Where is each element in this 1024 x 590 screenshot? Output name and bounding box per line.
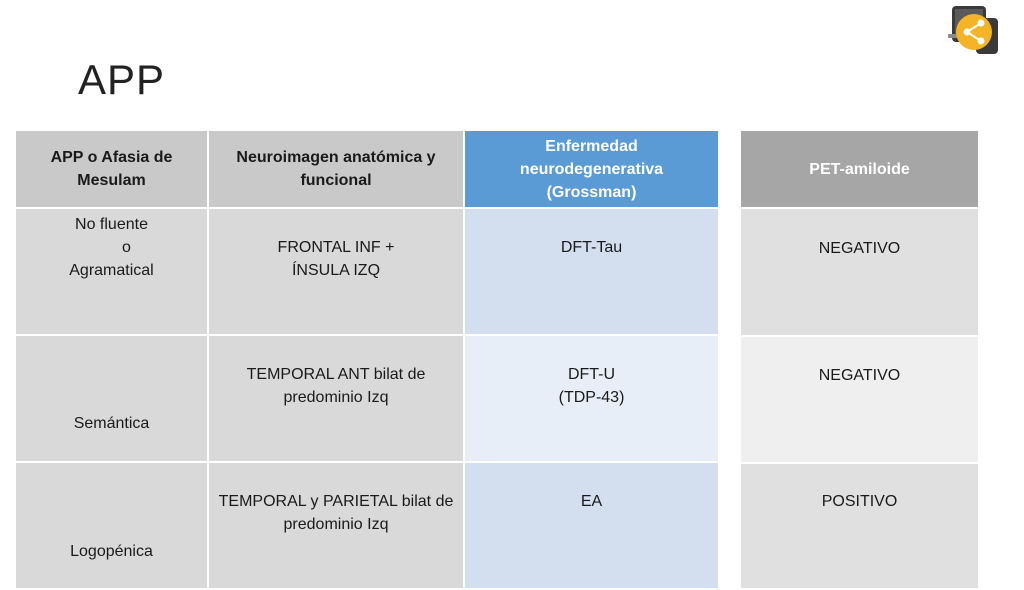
- cell-text: DFT-U: [567, 366, 616, 383]
- cell-text: DFT-Tau: [560, 239, 623, 256]
- cell-text: Logopénica: [70, 543, 153, 560]
- header-neuroimaging: [208, 130, 464, 208]
- header-text: APP o Afasia de: [50, 149, 173, 166]
- cell-pet-result: NEGATIVO: [740, 208, 979, 336]
- cell-disease: [464, 335, 719, 462]
- cell-text: EA: [580, 493, 603, 510]
- cell-text: TEMPORAL y PARIETAL bilat de: [218, 493, 454, 510]
- table-row: [740, 463, 979, 589]
- cell-app-type: [15, 462, 208, 589]
- cell-app-type: [15, 208, 208, 335]
- header-app-type: [15, 130, 208, 208]
- header-pet-amyloid: PET-amiloide: [740, 130, 979, 208]
- cell-text: Agramatical: [69, 262, 154, 279]
- cell-text: (TDP-43): [558, 389, 625, 406]
- cell-pet-result: POSITIVO: [740, 463, 979, 589]
- header-disease: [464, 130, 719, 208]
- cell-neuroimaging: [208, 335, 464, 462]
- aphasia-table: [14, 129, 720, 590]
- table-row: [15, 335, 719, 462]
- table-row: [740, 208, 979, 336]
- table-row: [15, 462, 719, 589]
- table-header-row: [15, 130, 719, 208]
- table-header-row: [740, 130, 979, 208]
- cell-app-type: [15, 335, 208, 462]
- share-network-icon: [946, 4, 1000, 56]
- cell-text: TEMPORAL ANT bilat de: [246, 366, 426, 383]
- cell-neuroimaging: [208, 208, 464, 335]
- header-text: Neuroimagen anatómica y: [236, 149, 436, 166]
- pet-amyloid-table: [739, 129, 980, 590]
- header-text: Enfermedad: [545, 137, 638, 155]
- cell-text: predominio Izq: [283, 516, 389, 533]
- cell-text: FRONTAL INF +: [277, 239, 395, 256]
- cell-neuroimaging: [208, 462, 464, 589]
- header-text: funcional: [300, 172, 372, 189]
- header-text: Mesulam: [77, 172, 146, 189]
- cell-text: o: [122, 239, 131, 256]
- cell-text: No fluente: [75, 216, 148, 233]
- table-row: [15, 208, 719, 335]
- cell-disease: [464, 208, 719, 335]
- slide-title: APP: [78, 56, 166, 103]
- header-text: neurodegenerativa: [519, 160, 664, 178]
- cell-text: predominio Izq: [283, 389, 389, 406]
- cell-text: Semántica: [73, 415, 150, 432]
- cell-disease: [464, 462, 719, 589]
- header-text: (Grossman): [546, 183, 637, 201]
- cell-pet-result: NEGATIVO: [740, 336, 979, 463]
- cell-text: ÍNSULA IZQ: [291, 262, 381, 279]
- table-row: [740, 336, 979, 463]
